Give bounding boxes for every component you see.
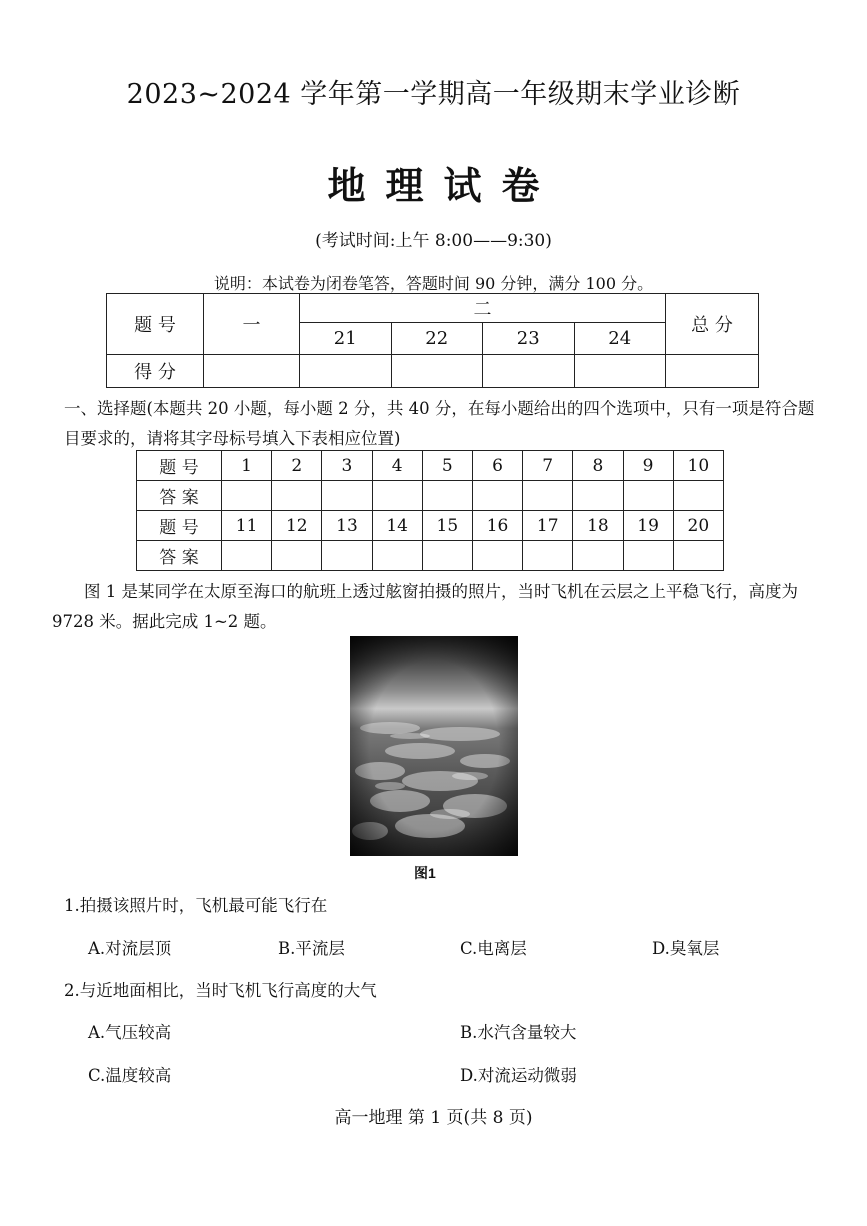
question-number: 12 bbox=[272, 511, 322, 541]
answer-cell[interactable] bbox=[322, 481, 372, 511]
score-table-q22: 22 bbox=[391, 323, 483, 355]
answer-table-answer-label: 答 案 bbox=[137, 481, 222, 511]
answer-cell[interactable] bbox=[272, 481, 322, 511]
question-1-option-c: C.电离层 bbox=[460, 939, 527, 958]
figure-caption: 图1 bbox=[414, 865, 436, 881]
answer-cell[interactable] bbox=[422, 481, 472, 511]
question-1-option-d: D.臭氧层 bbox=[652, 939, 720, 958]
question-number: 16 bbox=[472, 511, 522, 541]
question-number: 4 bbox=[372, 451, 422, 481]
score-cell[interactable] bbox=[300, 355, 392, 388]
score-cell[interactable] bbox=[574, 355, 666, 388]
score-cell[interactable] bbox=[666, 355, 759, 388]
question-number: 20 bbox=[673, 511, 723, 541]
answer-cell[interactable] bbox=[222, 481, 272, 511]
question-number: 15 bbox=[422, 511, 472, 541]
score-cell[interactable] bbox=[483, 355, 575, 388]
answer-table bbox=[136, 450, 724, 571]
question-number: 18 bbox=[573, 511, 623, 541]
question-number: 8 bbox=[573, 451, 623, 481]
question-number: 13 bbox=[322, 511, 372, 541]
answer-cell[interactable] bbox=[372, 541, 422, 571]
score-table-total: 总 分 bbox=[666, 294, 759, 355]
answer-cell[interactable] bbox=[222, 541, 272, 571]
score-table-number-label: 题 号 bbox=[107, 294, 204, 355]
question-2-option-c: C.温度较高 bbox=[88, 1066, 172, 1085]
score-cell[interactable] bbox=[391, 355, 483, 388]
question-number: 10 bbox=[673, 451, 723, 481]
question-number: 1 bbox=[222, 451, 272, 481]
answer-cell[interactable] bbox=[523, 541, 573, 571]
answer-cell[interactable] bbox=[322, 541, 372, 571]
question-number: 9 bbox=[623, 451, 673, 481]
score-table-part-two: 二 bbox=[300, 294, 666, 323]
question-1-option-a: A.对流层顶 bbox=[88, 939, 172, 958]
question-number: 19 bbox=[623, 511, 673, 541]
question-1-stem: 1.拍摄该照片时，飞机最可能飞行在 bbox=[64, 896, 328, 915]
question-2-option-b: B.水汽含量较大 bbox=[460, 1023, 577, 1042]
subject-title: 地理试卷 bbox=[327, 163, 560, 208]
score-table bbox=[106, 293, 759, 388]
question-number: 5 bbox=[422, 451, 472, 481]
exam-note: 说明：本试卷为闭卷笔答，答题时间 90 分钟，满分 100 分。 bbox=[213, 274, 654, 293]
question-number: 11 bbox=[222, 511, 272, 541]
page-footer: 高一地理 第 1 页(共 8 页) bbox=[334, 1108, 533, 1128]
answer-table-number-label: 题 号 bbox=[137, 451, 222, 481]
score-cell[interactable] bbox=[204, 355, 300, 388]
score-table-part-one: 一 bbox=[204, 294, 300, 355]
question-number: 14 bbox=[372, 511, 422, 541]
answer-cell[interactable] bbox=[472, 481, 522, 511]
exam-time: (考试时间:上午 8:00——9:30) bbox=[315, 231, 552, 251]
question-1-option-b: B.平流层 bbox=[278, 939, 345, 958]
question-number: 3 bbox=[322, 451, 372, 481]
cloud-photo bbox=[350, 636, 518, 856]
answer-cell[interactable] bbox=[623, 481, 673, 511]
answer-cell[interactable] bbox=[422, 541, 472, 571]
score-table-score-label: 得 分 bbox=[107, 355, 204, 388]
answer-cell[interactable] bbox=[372, 481, 422, 511]
answer-cell[interactable] bbox=[573, 481, 623, 511]
score-table-q24: 24 bbox=[574, 323, 666, 355]
question-number: 2 bbox=[272, 451, 322, 481]
answer-cell[interactable] bbox=[623, 541, 673, 571]
answer-cell[interactable] bbox=[673, 481, 723, 511]
answer-table-answer-label: 答 案 bbox=[137, 541, 222, 571]
score-table-q23: 23 bbox=[483, 323, 575, 355]
answer-cell[interactable] bbox=[472, 541, 522, 571]
exam-title: 2023~2024 学年第一学期高一年级期末学业诊断 bbox=[126, 79, 741, 110]
answer-cell[interactable] bbox=[523, 481, 573, 511]
question-2-option-d: D.对流运动微弱 bbox=[460, 1066, 577, 1085]
question-number: 6 bbox=[472, 451, 522, 481]
question-number: 7 bbox=[523, 451, 573, 481]
question-2-option-a: A.气压较高 bbox=[88, 1023, 172, 1042]
answer-cell[interactable] bbox=[673, 541, 723, 571]
question-2-stem: 2.与近地面相比，当时飞机飞行高度的大气 bbox=[64, 981, 377, 1000]
answer-cell[interactable] bbox=[272, 541, 322, 571]
answer-table-number-label: 题 号 bbox=[137, 511, 222, 541]
section-one-heading: 一、选择题(本题共 20 小题，每小题 2 分，共 40 分，在每小题给出的四个选项中，只有一项是符合题目要求的，请将其字母标号填入下表相应位置) bbox=[64, 399, 815, 448]
intro-paragraph: 图 1 是某同学在太原至海口的航班上透过舷窗拍摄的照片，当时飞机在云层之上平稳飞行，高度为 9728 米。据此完成 1~2 题。 bbox=[52, 582, 798, 631]
answer-cell[interactable] bbox=[573, 541, 623, 571]
score-table-q21: 21 bbox=[300, 323, 392, 355]
question-number: 17 bbox=[523, 511, 573, 541]
